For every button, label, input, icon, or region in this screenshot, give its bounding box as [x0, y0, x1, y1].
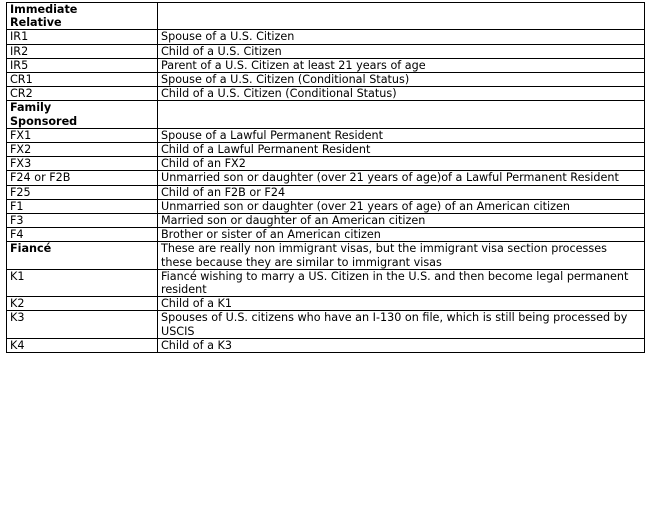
visa-code: F4	[7, 228, 158, 242]
visa-description: Spouse of a U.S. Citizen (Conditional Status)	[158, 73, 645, 87]
section-heading-description: These are really non immigrant visas, but the immigrant visa section processes these because they are similar to immigrant visas	[158, 242, 645, 269]
visa-code: FX1	[7, 128, 158, 142]
table-row	[7, 143, 645, 157]
section-heading: Fiancé	[7, 242, 158, 269]
table-row	[7, 87, 645, 101]
visa-description: Married son or daughter of an American citizen	[158, 214, 645, 228]
table-row	[7, 269, 645, 296]
visa-code: K4	[7, 338, 158, 352]
visa-description: Child of a K3	[158, 338, 645, 352]
table-row	[7, 338, 645, 352]
visa-description: Spouse of a Lawful Permanent Resident	[158, 128, 645, 142]
table-row	[7, 30, 645, 44]
section-header-row	[7, 3, 645, 30]
visa-description: Spouse of a U.S. Citizen	[158, 30, 645, 44]
visa-code: IR1	[7, 30, 158, 44]
table-row	[7, 228, 645, 242]
visa-description: Child of an FX2	[158, 157, 645, 171]
visa-code: K1	[7, 269, 158, 296]
visa-code: K2	[7, 297, 158, 311]
visa-description: Parent of a U.S. Citizen at least 21 years of age	[158, 58, 645, 72]
table-row	[7, 157, 645, 171]
table-row	[7, 297, 645, 311]
visa-description: Child of a U.S. Citizen (Conditional Status)	[158, 87, 645, 101]
visa-description: Child of a Lawful Permanent Resident	[158, 143, 645, 157]
table-row	[7, 128, 645, 142]
visa-code: K3	[7, 311, 158, 338]
visa-code: FX3	[7, 157, 158, 171]
section-heading-description	[158, 101, 645, 128]
visa-description: Child of a K1	[158, 297, 645, 311]
table-row	[7, 214, 645, 228]
visa-code: IR5	[7, 58, 158, 72]
table-row	[7, 58, 645, 72]
table-row	[7, 185, 645, 199]
section-header-row	[7, 242, 645, 269]
visa-description: Fiancé wishing to marry a US. Citizen in the U.S. and then become legal permanent resident	[158, 269, 645, 296]
visa-table-container	[6, 2, 644, 353]
visa-description: Brother or sister of an American citizen	[158, 228, 645, 242]
table-row	[7, 199, 645, 213]
visa-code: CR2	[7, 87, 158, 101]
visa-code: F24 or F2B	[7, 171, 158, 185]
visa-description: Child of an F2B or F24	[158, 185, 645, 199]
visa-description: Unmarried son or daughter (over 21 years of age)of a Lawful Permanent Resident	[158, 171, 645, 185]
table-row	[7, 311, 645, 338]
section-heading: Family Sponsored	[7, 101, 158, 128]
visa-code: FX2	[7, 143, 158, 157]
visa-code: CR1	[7, 73, 158, 87]
table-row	[7, 73, 645, 87]
section-heading: Immediate Relative	[7, 3, 158, 30]
visa-code: IR2	[7, 44, 158, 58]
section-heading-description	[158, 3, 645, 30]
table-row	[7, 44, 645, 58]
visa-code: F25	[7, 185, 158, 199]
table-row	[7, 171, 645, 185]
visa-description: Unmarried son or daughter (over 21 years of age) of an American citizen	[158, 199, 645, 213]
visa-category-table	[6, 2, 645, 353]
visa-code: F1	[7, 199, 158, 213]
visa-description: Spouses of U.S. citizens who have an I-130 on file, which is still being processed by USCIS	[158, 311, 645, 338]
visa-code: F3	[7, 214, 158, 228]
visa-description: Child of a U.S. Citizen	[158, 44, 645, 58]
section-header-row	[7, 101, 645, 128]
